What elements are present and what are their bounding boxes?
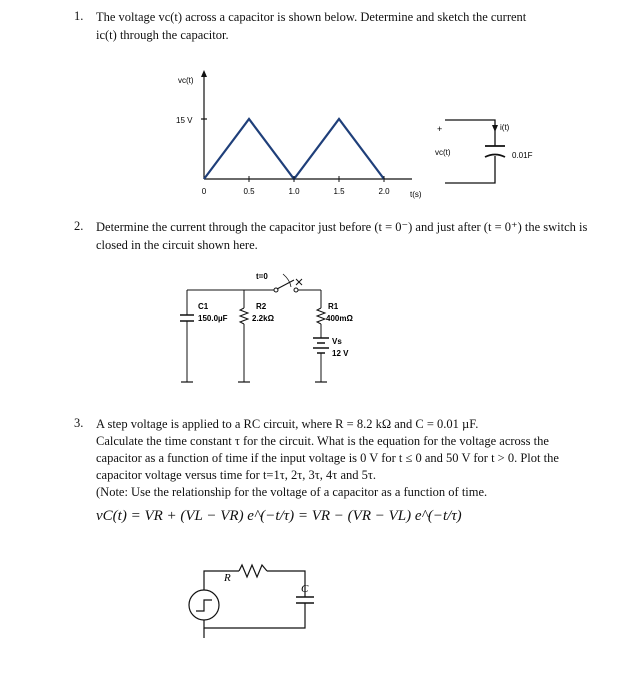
q3-text-line5: (Note: Use the relationship for the voltage of a capacitor as a function of time. — [96, 485, 488, 499]
c1-value: 150.0µF — [198, 314, 228, 323]
circuit-wire — [445, 120, 495, 146]
resistor-zigzag — [239, 565, 267, 577]
r2-value: 2.2kΩ — [252, 314, 274, 323]
q2-text-line1: Determine the current through the capacitor just before (t = 0⁻) and just after (t = 0⁺) the switch is — [96, 220, 588, 234]
capacitor-value: 0.01F — [512, 151, 533, 160]
c1-name: C1 — [198, 302, 209, 311]
q1-text-line1: The voltage vc(t) across a capacitor is shown below. Determine and sketch the current — [96, 10, 527, 24]
graph-ylabel: vc(t) — [178, 76, 194, 85]
q2-number: 2. — [74, 219, 84, 233]
circuit-wire — [204, 571, 239, 590]
r-label: R — [224, 572, 231, 584]
graph-x-tick-label: 2.0 — [378, 187, 390, 196]
q3-text-line1: A step voltage is applied to a RC circuit, where R = 8.2 kΩ and C = 0.01 µF. — [96, 417, 479, 431]
c-label: C — [301, 583, 309, 595]
q3-capacitor-equation: vC(t) = VR + (VL − VR) e^(−t/τ) = VR − (VR − VL) e^(−t/τ) — [96, 508, 462, 524]
graph-x-tick-label: 0 — [201, 187, 207, 196]
q1-number: 1. — [74, 9, 84, 23]
graph-x-tick-label: 1.5 — [333, 187, 345, 196]
r1-value: 400mΩ — [326, 314, 353, 323]
vs-name: Vs — [332, 337, 342, 346]
q1-voltage-graph — [170, 66, 443, 206]
current-label: i(t) — [500, 123, 510, 132]
graph-y-arrow — [201, 70, 207, 77]
q3-text-line4: capacitor voltage versus time for t=1τ, 2τ, 3τ, 4τ and 5τ. — [96, 468, 377, 482]
step-waveform-icon — [196, 600, 212, 611]
current-arrow-icon — [492, 125, 498, 132]
r2-resistor-zigzag — [240, 308, 248, 324]
plus-sign: + — [437, 124, 443, 134]
r1-resistor-zigzag — [317, 308, 325, 324]
graph-y-tick-label: 15 V — [176, 116, 193, 125]
graph-xlabel: t(s) — [410, 190, 422, 199]
circuit-wire — [267, 571, 305, 597]
q3-text-line2: Calculate the time constant τ for the circuit. What is the equation for the voltage across the — [96, 434, 549, 448]
switch-blade — [277, 280, 294, 289]
q3-rc-circuit — [180, 548, 330, 678]
q1-capacitor-circuit — [430, 108, 560, 190]
voltage-label: vc(t) — [435, 148, 451, 157]
q1-text-line2: ic(t) through the capacitor. — [96, 28, 229, 42]
q2-text-line2: closed in the circuit shown here. — [96, 238, 258, 252]
graph-x-tick-label: 1.0 — [288, 187, 300, 196]
graph-x-tick-label: 0.5 — [243, 187, 255, 196]
vs-value: 12 V — [332, 349, 349, 358]
q3-number: 3. — [74, 416, 84, 430]
r2-name: R2 — [256, 302, 267, 311]
q3-text-line3: capacitor as a function of time if the input voltage is 0 V for t ≤ 0 and 50 V for t > 0. Plot the — [96, 451, 559, 465]
r1-name: R1 — [328, 302, 339, 311]
q2-switch-circuit — [170, 262, 410, 402]
graph-waveform — [204, 119, 384, 179]
circuit-wire — [445, 156, 495, 183]
switch-contact — [294, 288, 298, 292]
switch-label: t=0 — [256, 272, 268, 281]
